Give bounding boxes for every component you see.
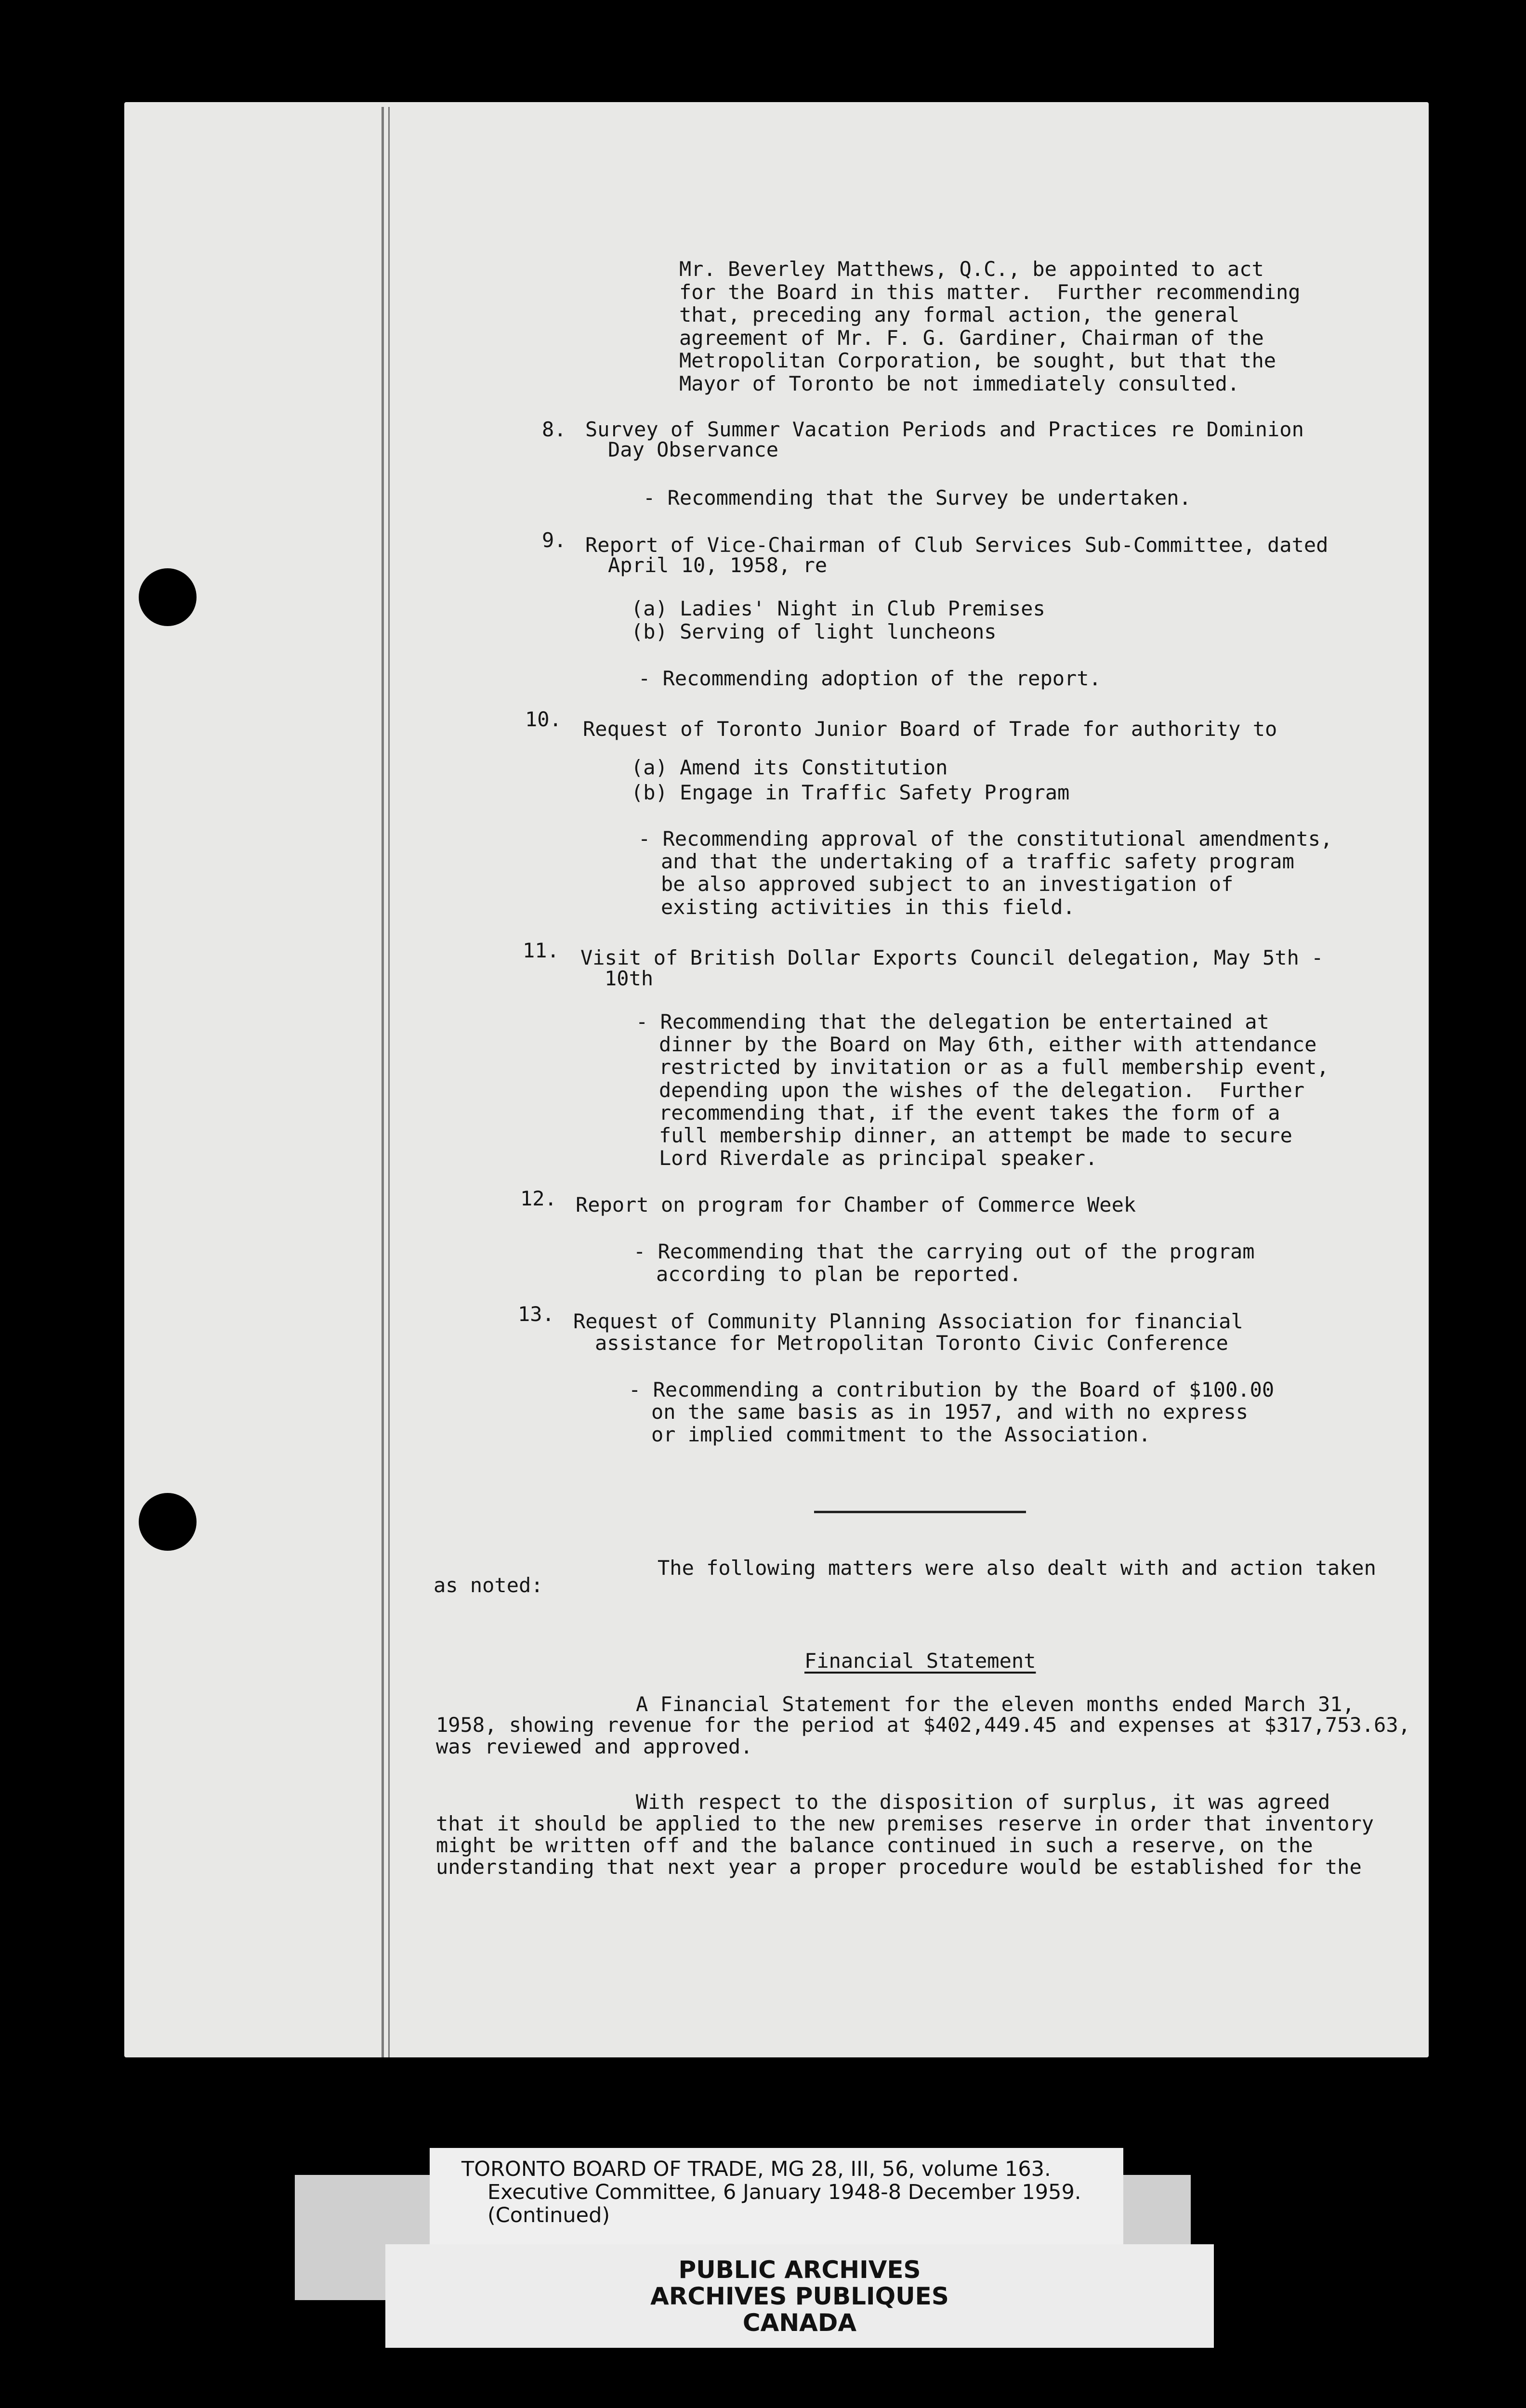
- section-divider: [814, 1511, 1026, 1513]
- sub-item: (b) Engage in Traffic Safety Program: [631, 781, 1070, 804]
- archive-reference-label: [430, 2148, 1123, 2249]
- recommendation: Lord Riverdale as principal speaker.: [659, 1146, 1098, 1170]
- recommendation: restricted by invitation or as a full membership event,: [659, 1055, 1329, 1079]
- sub-item: (a) Ladies' Night in Club Premises: [631, 597, 1045, 620]
- label-line: TORONTO BOARD OF TRADE, MG 28, III, 56, volume 163.: [461, 2157, 1051, 2181]
- item-number: 13.: [518, 1302, 554, 1326]
- text-line: as noted:: [434, 1573, 543, 1597]
- text-line: might be written off and the balance continued in such a reserve, on the: [436, 1833, 1313, 1857]
- recommendation: be also approved subject to an investigation of: [661, 872, 1234, 896]
- text-line: agreement of Mr. F. G. Gardiner, Chairman of the: [679, 326, 1264, 350]
- item-title: Report of Vice-Chairman of Club Services Sub-Committee, dated: [585, 533, 1329, 557]
- item-title: Survey of Summer Vacation Periods and Practices re Dominion: [585, 418, 1304, 441]
- label-line: Executive Committee, 6 January 1948-8 December 1959.: [487, 2180, 1081, 2204]
- text-line: The following matters were also dealt with and action taken: [658, 1556, 1376, 1580]
- item-title: April 10, 1958, re: [608, 553, 828, 577]
- text-line: Mayor of Toronto be not immediately consulted.: [679, 372, 1240, 395]
- item-title: Request of Community Planning Association for financial: [573, 1309, 1243, 1333]
- text-line: 1958, showing revenue for the period at $402,449.45 and expenses at $317,753.63,: [436, 1713, 1410, 1737]
- recommendation: - Recommending a contribution by the Board of $100.00: [629, 1378, 1275, 1401]
- stamp-line: PUBLIC ARCHIVES: [678, 2256, 921, 2284]
- recommendation: - Recommending that the carrying out of the program: [633, 1240, 1255, 1263]
- text-line: understanding that next year a proper procedure would be established for the: [436, 1855, 1362, 1879]
- margin-line: [388, 107, 390, 2057]
- item-title: 10th: [605, 967, 654, 990]
- text-line: that, preceding any formal action, the general: [679, 303, 1240, 327]
- sub-item: (a) Amend its Constitution: [631, 756, 948, 779]
- binder-hole: [139, 568, 197, 626]
- recommendation: - Recommending that the Survey be undertaken.: [643, 486, 1191, 510]
- stamp-line: CANADA: [742, 2309, 857, 2337]
- text-line: With respect to the disposition of surplus, it was agreed: [636, 1790, 1330, 1814]
- recommendation: - Recommending approval of the constitutional amendments,: [638, 827, 1333, 851]
- item-number: 10.: [525, 707, 562, 731]
- text-line: was reviewed and approved.: [436, 1735, 753, 1758]
- item-title: Visit of British Dollar Exports Council delegation, May 5th -: [580, 946, 1324, 969]
- label-line: (Continued): [487, 2203, 610, 2227]
- margin-line: [382, 107, 384, 2057]
- recommendation: and that the undertaking of a traffic safety program: [661, 850, 1294, 873]
- sub-item: (b) Serving of light luncheons: [631, 620, 997, 643]
- recommendation: or implied commitment to the Association.: [651, 1423, 1151, 1446]
- recommendation: - Recommending that the delegation be entertained at: [636, 1010, 1269, 1034]
- recommendation: dinner by the Board on May 6th, either with attendance: [659, 1033, 1317, 1056]
- item-title: Request of Toronto Junior Board of Trade for authority to: [583, 717, 1277, 741]
- recommendation: existing activities in this field.: [661, 895, 1075, 919]
- archives-stamp: [385, 2244, 1214, 2348]
- recommendation: full membership dinner, an attempt be made to secure: [659, 1124, 1292, 1147]
- binder-hole: [139, 1493, 197, 1551]
- text-line: that it should be applied to the new premises reserve in order that inventory: [436, 1812, 1374, 1835]
- text-line: A Financial Statement for the eleven months ended March 31,: [636, 1692, 1355, 1716]
- item-title: Day Observance: [608, 438, 779, 461]
- item-title: assistance for Metropolitan Toronto Civic Conference: [595, 1331, 1228, 1355]
- item-title: Report on program for Chamber of Commerce Week: [576, 1193, 1136, 1217]
- recommendation: recommending that, if the event takes the form of a: [659, 1101, 1280, 1125]
- text-line: Metropolitan Corporation, be sought, but that the: [679, 349, 1276, 372]
- item-number: 9.: [542, 528, 566, 552]
- stamp-line: ARCHIVES PUBLIQUES: [650, 2282, 949, 2310]
- section-heading: Financial Statement: [804, 1649, 1036, 1673]
- recommendation: on the same basis as in 1957, and with no express: [651, 1400, 1249, 1424]
- text-line: for the Board in this matter. Further recommending: [679, 280, 1301, 304]
- recommendation: according to plan be reported.: [656, 1262, 1022, 1286]
- item-number: 8.: [542, 418, 566, 441]
- recommendation: depending upon the wishes of the delegation. Further: [659, 1078, 1305, 1102]
- text-line: Mr. Beverley Matthews, Q.C., be appointed to act: [679, 257, 1264, 281]
- item-number: 12.: [520, 1187, 557, 1210]
- item-number: 11.: [523, 939, 559, 962]
- recommendation: - Recommending adoption of the report.: [638, 667, 1101, 690]
